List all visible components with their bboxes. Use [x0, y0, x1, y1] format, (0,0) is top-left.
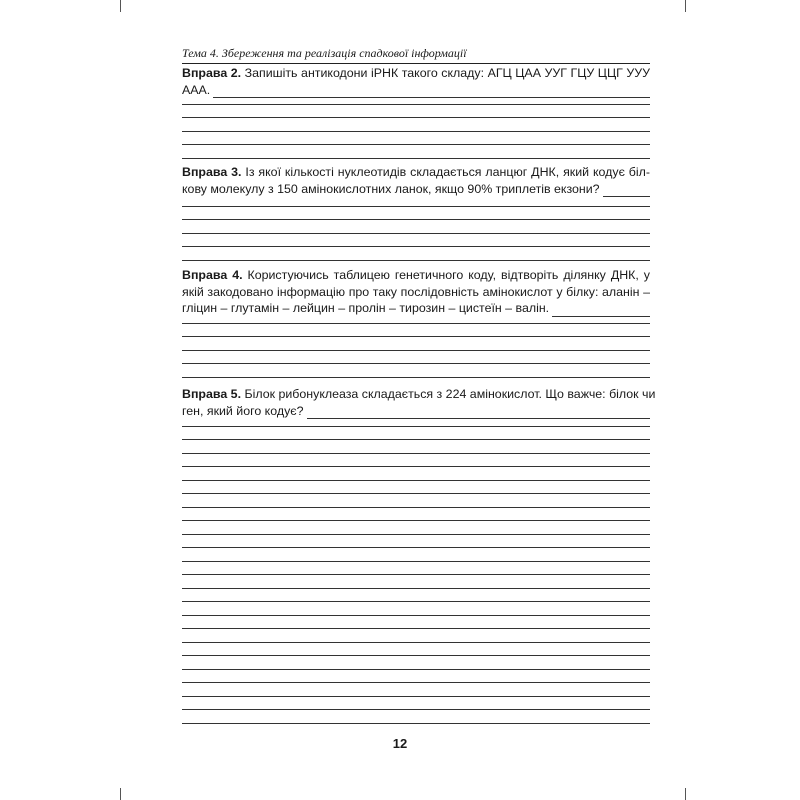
exercise-number: Вправа 4.	[182, 268, 243, 282]
exercise-line	[182, 65, 650, 82]
exercise-line	[182, 386, 656, 403]
answer-line[interactable]	[182, 350, 650, 351]
exercise-answer-start	[182, 82, 650, 99]
exercise-answer-start	[182, 181, 650, 198]
answer-line[interactable]	[182, 601, 650, 602]
exercise-text: Користуючись таблицею генетичного коду, відтворіть ділянку ДНК, у	[247, 268, 650, 282]
answer-line[interactable]	[182, 453, 650, 454]
answer-line[interactable]	[182, 426, 650, 427]
answer-line[interactable]	[182, 547, 650, 548]
answer-line[interactable]	[182, 682, 650, 683]
answer-line[interactable]	[182, 131, 650, 132]
answer-line[interactable]	[182, 158, 650, 159]
crop-mark	[685, 0, 686, 12]
crop-mark	[120, 0, 121, 12]
exercise-line	[182, 267, 650, 284]
exercise-number: Вправа 2.	[182, 66, 242, 80]
answer-line[interactable]	[182, 520, 650, 521]
answer-line[interactable]	[182, 117, 650, 118]
answer-line[interactable]	[182, 246, 650, 247]
answer-line[interactable]	[307, 407, 651, 419]
answer-line[interactable]	[182, 260, 650, 261]
answer-line[interactable]	[182, 323, 650, 324]
exercise-3	[182, 164, 650, 197]
answer-line[interactable]	[182, 561, 650, 562]
exercise-text: гліцин – глутамін – лейцин – пролін – тирозин – цистеїн – валін.	[182, 301, 550, 315]
exercise-number: Вправа 3.	[182, 165, 242, 179]
exercise-answer-start	[182, 300, 650, 317]
exercise-text: кову молекулу з 150 амінокислотних ланок, якщо 90% триплетів екзони?	[182, 181, 600, 196]
answer-line[interactable]	[182, 439, 650, 440]
answer-line[interactable]	[182, 507, 650, 508]
exercise-text: ААА.	[182, 82, 211, 97]
exercise-text: Запишіть антикодони іРНК такого складу: АГЦ ЦАА УУГ ГЦУ ЦЦГ УУУ	[244, 66, 650, 80]
answer-line[interactable]	[182, 628, 650, 629]
answer-line[interactable]	[182, 363, 650, 364]
exercise-text: Із якої кількості нуклеотидів складається ланцюг ДНК, який кодує біл-	[245, 165, 650, 179]
answer-line[interactable]	[182, 574, 650, 575]
answer-line[interactable]	[182, 534, 650, 535]
answer-line[interactable]	[182, 696, 650, 697]
answer-line[interactable]	[182, 655, 650, 656]
exercise-answer-start	[182, 403, 650, 420]
exercise-line	[182, 164, 650, 181]
answer-line[interactable]	[182, 206, 650, 207]
exercise-4	[182, 267, 650, 317]
exercise-text: Білок рибонуклеаза складається з 224 амінокислот. Що важче: білок чи	[244, 387, 656, 401]
exercise-number: Вправа 5.	[182, 387, 242, 401]
answer-line[interactable]	[213, 86, 650, 98]
exercise-line: якій закодовано інформацію про таку послідовність амінокислот у білку: аланін –	[182, 284, 650, 299]
answer-line[interactable]	[182, 588, 650, 589]
answer-line[interactable]	[552, 305, 650, 317]
answer-line[interactable]	[182, 336, 650, 337]
answer-line[interactable]	[182, 642, 650, 643]
answer-line[interactable]	[182, 669, 650, 670]
answer-line[interactable]	[182, 104, 650, 105]
exercise-2	[182, 65, 650, 98]
answer-line[interactable]	[182, 723, 650, 724]
page-header-title: Тема 4. Збереження та реалізація спадкової інформації	[182, 46, 467, 60]
exercise-text: ген, який його кодує?	[182, 403, 304, 418]
answer-line[interactable]	[182, 709, 650, 710]
crop-mark	[685, 788, 686, 800]
header-rule	[182, 63, 650, 64]
answer-line[interactable]	[182, 493, 650, 494]
answer-line[interactable]	[182, 233, 650, 234]
answer-line[interactable]	[182, 144, 650, 145]
answer-line[interactable]	[182, 466, 650, 467]
answer-line[interactable]	[182, 615, 650, 616]
answer-line[interactable]	[603, 185, 650, 197]
answer-line[interactable]	[182, 480, 650, 481]
answer-line[interactable]	[182, 219, 650, 220]
page-number: 12	[392, 736, 408, 751]
exercise-5	[182, 386, 656, 419]
answer-line[interactable]	[182, 377, 650, 378]
crop-mark	[120, 788, 121, 800]
